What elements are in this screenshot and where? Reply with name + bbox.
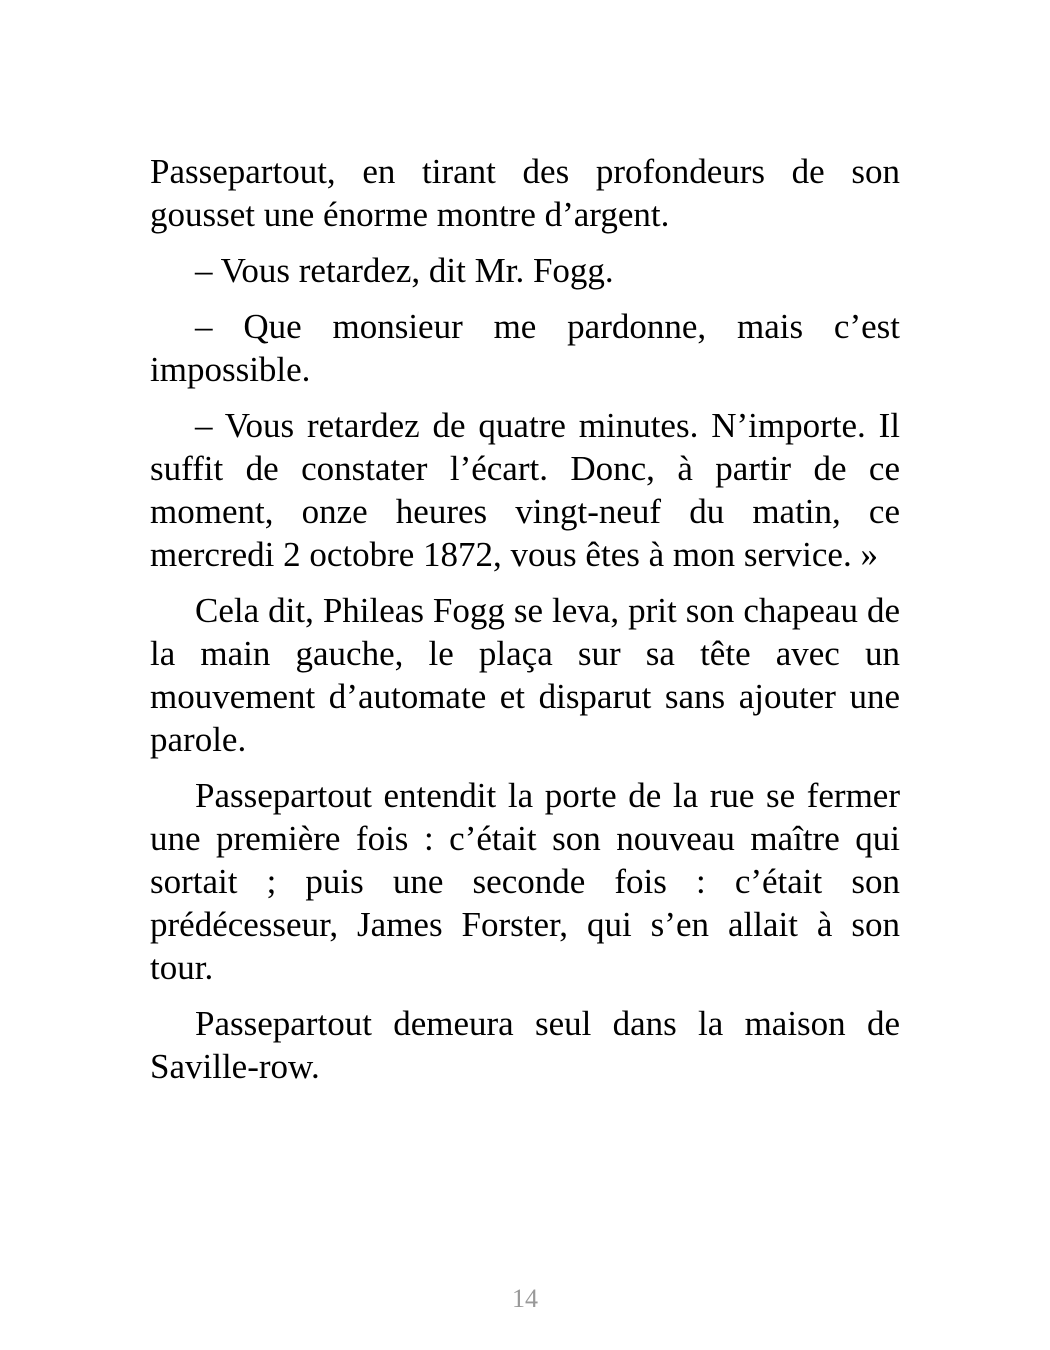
paragraph-3: – Que monsieur me pardonne, mais c’est impossible. (150, 307, 900, 389)
page-body (150, 150, 900, 1101)
paragraph-6: Passepartout entendit la porte de la rue se fermer une première fois : c’était son nouveau maître qui sortait ; puis une seconde fois : c’était son prédécesseur, James Forster, qui s’en allait à son tour. (150, 776, 900, 987)
paragraph-4: – Vous retardez de quatre minutes. N’importe. Il suffit de constater l’écart. Donc, à partir de ce moment, onze heures vingt-neuf du matin, ce mercredi 2 octobre 1872, vous êtes à mon service. » (150, 406, 900, 574)
page-number: 14 (512, 1284, 538, 1313)
paragraph-7: Passepartout demeura seul dans la maison de Saville-row. (150, 1004, 900, 1086)
paragraph-5: Cela dit, Phileas Fogg se leva, prit son chapeau de la main gauche, le plaça sur sa tête avec un mouvement d’automate et disparut sans ajouter une parole. (150, 591, 900, 759)
paragraph-2: – Vous retardez, dit Mr. Fogg. (195, 251, 614, 290)
paragraph-1: Passepartout, en tirant des profondeurs de son gousset une énorme montre d’argent. (150, 152, 900, 234)
